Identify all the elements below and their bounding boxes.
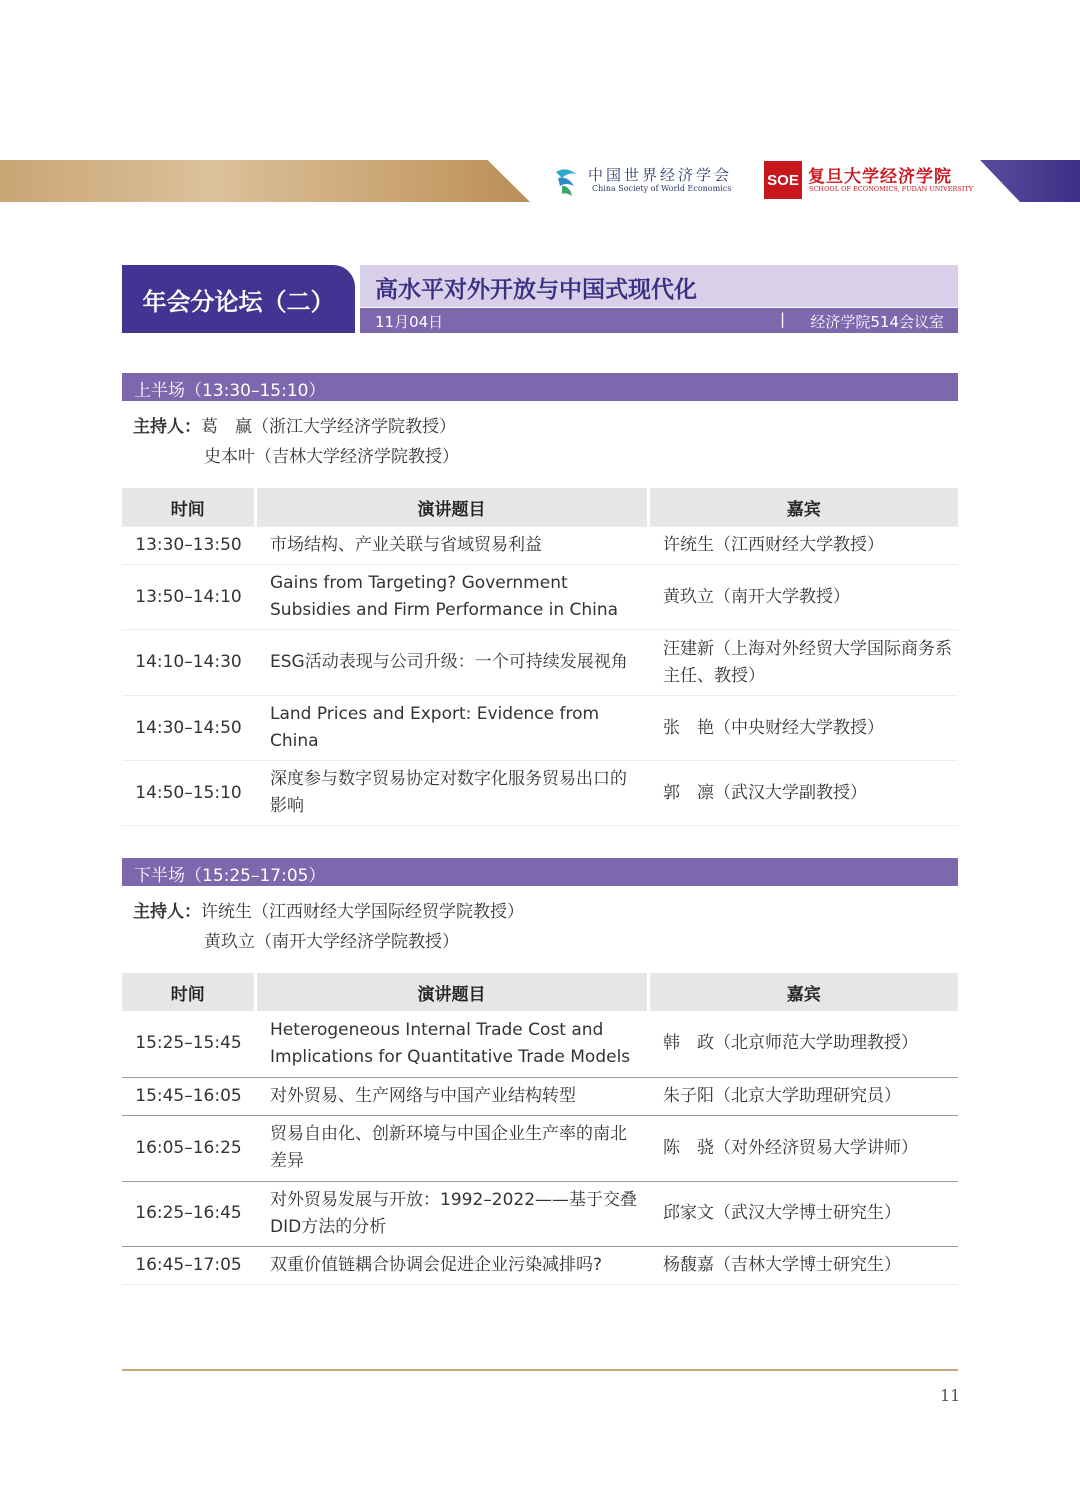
row-guest: 杨馥嘉（吉林大学博士研究生） — [648, 1246, 958, 1284]
forum-venue: 经济学院514会议室 — [810, 313, 944, 331]
row-guest: 黄玖立（南开大学教授） — [648, 565, 958, 630]
row-time: 15:45–16:05 — [122, 1077, 255, 1115]
row-topic: 双重价值链耦合协调会促进企业污染减排吗? — [255, 1246, 648, 1284]
footer-divider — [122, 1369, 958, 1371]
forum-title-bar — [360, 265, 958, 307]
row-time: 16:45–17:05 — [122, 1246, 255, 1284]
table-header-row — [122, 488, 958, 527]
soe-logo — [764, 161, 974, 201]
session1-heading: 上半场（13:30–15:10） — [134, 381, 326, 401]
session1-hosts — [133, 412, 459, 472]
table-row — [122, 527, 958, 565]
row-topic: 深度参与数字贸易协定对数字化服务贸易出口的影响 — [255, 761, 648, 826]
table-row — [122, 565, 958, 630]
column-header-topic: 演讲题目 — [255, 973, 648, 1011]
table-row — [122, 1246, 958, 1284]
soe-name-cn: 复旦大学经济学院 — [808, 167, 952, 187]
row-time: 16:25–16:45 — [122, 1181, 255, 1246]
soe-mark: SOE — [764, 161, 802, 199]
row-topic: 对外贸易发展与开放：1992–2022——基于交叠DID方法的分析 — [255, 1181, 648, 1246]
row-topic: 贸易自由化、创新环境与中国企业生产率的南北差异 — [255, 1115, 648, 1181]
row-guest: 韩 政（北京师范大学助理教授） — [663, 1033, 918, 1054]
session1-host-label: 主持人： — [133, 417, 201, 437]
table-row — [122, 1115, 958, 1181]
session2-host-label: 主持人： — [133, 902, 201, 922]
row-time: 13:30–13:50 — [122, 527, 255, 565]
row-time: 13:50–14:10 — [122, 565, 255, 630]
column-header-time: 时间 — [122, 488, 255, 527]
session2-host-1: 许统生（江西财经大学国际经贸学院教授） — [201, 902, 524, 922]
column-header-guest: 嘉宾 — [648, 973, 958, 1011]
header-purple-corner — [980, 160, 1080, 202]
forum-info-bar — [360, 308, 958, 333]
row-topic: Land Prices and Export: Evidence from China — [255, 696, 648, 761]
session1-heading-bar — [122, 373, 958, 401]
column-header-topic: 演讲题目 — [255, 488, 648, 527]
session2-heading: 下半场（15:25–17:05） — [134, 866, 326, 886]
session1-host-2: 史本叶（吉林大学经济学院教授） — [204, 447, 459, 467]
table-row — [122, 1077, 958, 1115]
cswe-name-cn: 中国世界经济学会 — [588, 166, 733, 184]
session1-table — [122, 488, 958, 826]
row-guest: 郭 凛（武汉大学副教授） — [648, 761, 958, 826]
row-guest: 邱家文（武汉大学博士研究生） — [648, 1181, 958, 1246]
row-guest: 汪建新（上海对外经贸大学国际商务系主任、教授） — [648, 630, 958, 696]
session2-table — [122, 973, 958, 1285]
forum-title: 高水平对外开放与中国式现代化 — [375, 277, 697, 303]
table-row — [122, 761, 958, 826]
table-row — [122, 630, 958, 696]
row-guest: 朱子阳（北京大学助理研究员） — [648, 1077, 958, 1115]
cswe-emblem-icon — [552, 164, 584, 198]
session2-hosts — [133, 897, 524, 957]
row-guest: 许统生（江西财经大学教授） — [648, 527, 958, 565]
row-topic: Heterogeneous Internal Trade Cost and Implications for Quantitative Trade Models — [270, 1019, 631, 1067]
row-topic: Gains from Targeting? Government Subsidies and Firm Performance in China — [255, 565, 648, 630]
table-row — [122, 1011, 958, 1077]
forum-separator: | — [780, 310, 786, 328]
cswe-logo — [552, 162, 742, 200]
row-time: 14:30–14:50 — [122, 696, 255, 761]
session2-host-2: 黄玖立（南开大学经济学院教授） — [204, 932, 459, 952]
row-topic: 市场结构、产业关联与省域贸易利益 — [255, 527, 648, 565]
session2-heading-bar — [122, 858, 958, 886]
soe-name-en: SCHOOL OF ECONOMICS, FUDAN UNIVERSITY — [809, 185, 974, 193]
row-guest: 陈 骁（对外经济贸易大学讲师） — [648, 1115, 958, 1181]
column-header-guest: 嘉宾 — [648, 488, 958, 527]
row-topic: ESG活动表现与公司升级：一个可持续发展视角 — [255, 630, 648, 696]
session1-host-1: 葛 赢（浙江大学经济学院教授） — [201, 417, 456, 437]
row-time: 14:10–14:30 — [122, 630, 255, 696]
table-row — [122, 696, 958, 761]
header-gold-band — [0, 160, 530, 202]
page-number: 11 — [940, 1386, 961, 1405]
forum-tab: 年会分论坛（二） — [122, 265, 355, 333]
row-time: 16:05–16:25 — [122, 1115, 255, 1181]
row-time: 14:50–15:10 — [122, 761, 255, 826]
forum-date: 11月04日 — [375, 313, 444, 331]
cswe-name-en: China Society of World Economics — [592, 184, 732, 193]
row-topic: 对外贸易、生产网络与中国产业结构转型 — [255, 1077, 648, 1115]
table-row — [122, 1181, 958, 1246]
table-header-row — [122, 973, 958, 1011]
row-guest: 张 艳（中央财经大学教授） — [648, 696, 958, 761]
column-header-time: 时间 — [122, 973, 255, 1011]
row-time: 15:25–15:45 — [135, 1033, 242, 1054]
